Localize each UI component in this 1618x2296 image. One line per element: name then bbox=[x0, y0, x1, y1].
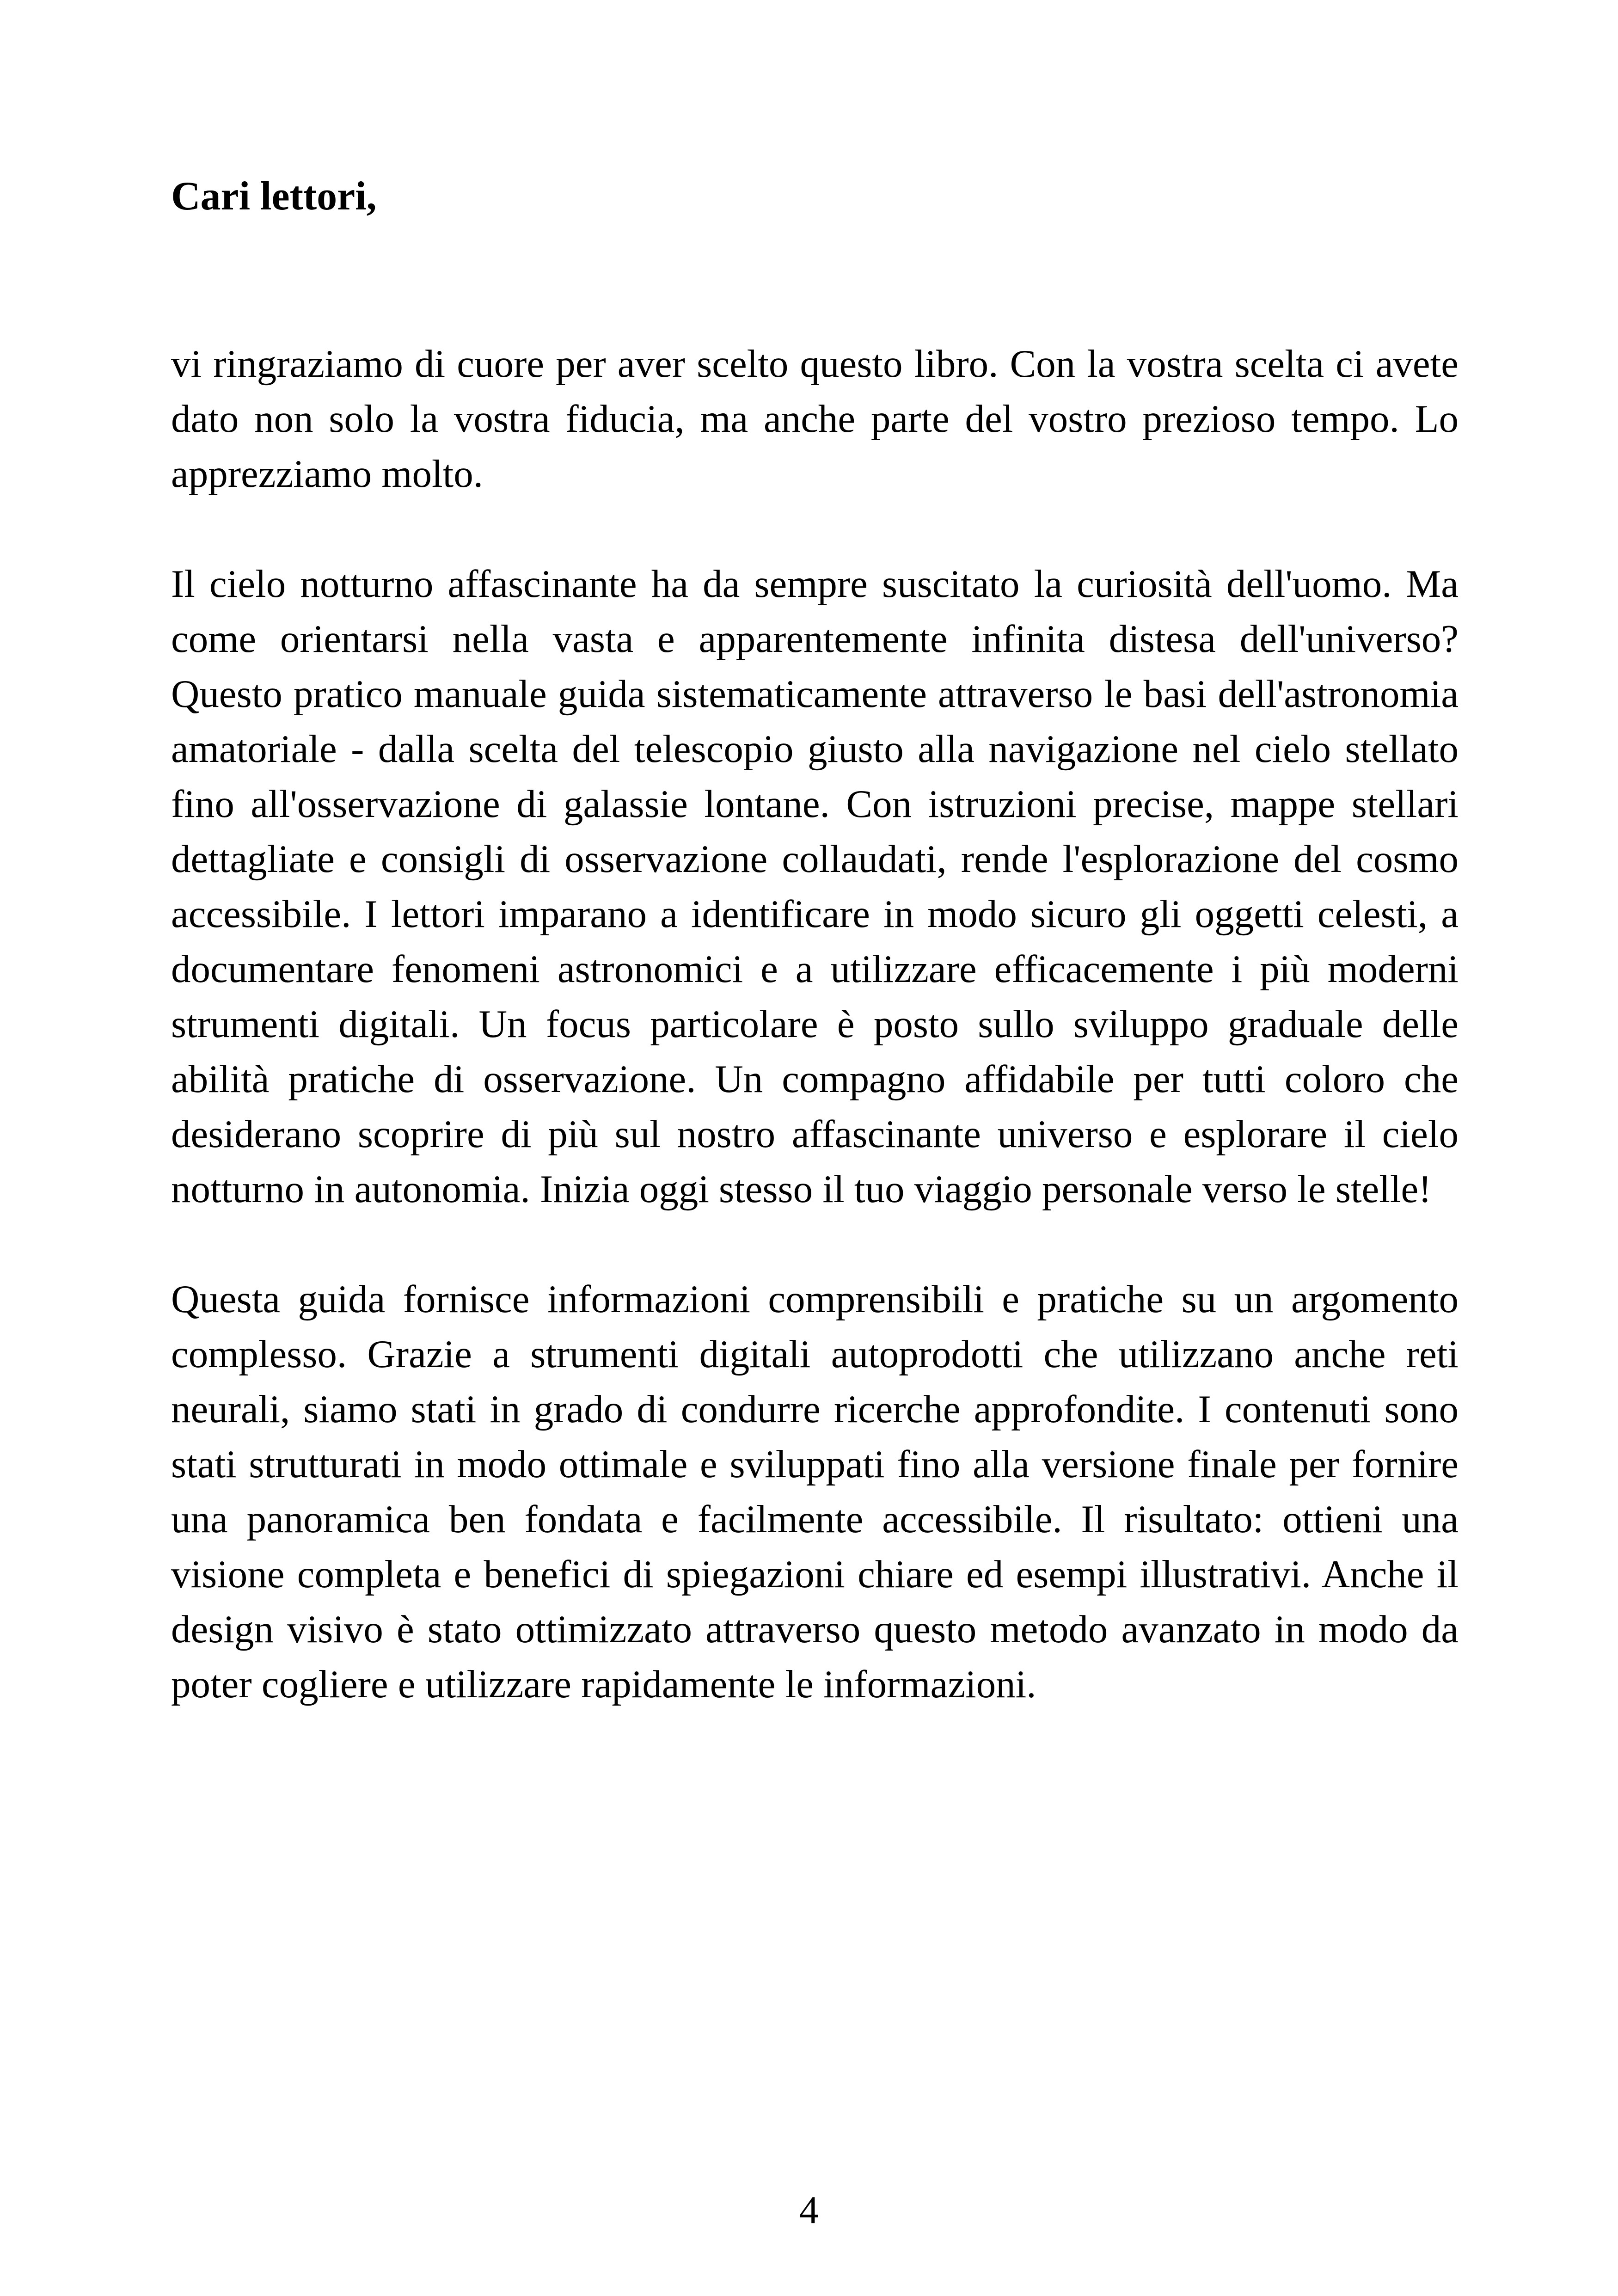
paragraph-methodology: Questa guida fornisce informazioni comprensibili e pratiche su un argomento complesso. Grazie a strumenti digitali autoprodotti che utilizzano anche reti neurali, siamo stati in grado di condurre ricerche approfondite. I contenuti sono stati strutturati in modo ottimale e sviluppati fino alla versione finale per fornire una panoramica ben fondata e facilmente accessibile. Il risultato: ottieni una visione completa e benefici di spiegazioni chiare ed esempi illustrativi. Anche il design visivo è stato ottimizzato attraverso questo metodo avanzato in modo da poter cogliere e utilizzare rapidamente le informazioni. bbox=[171, 1277, 1459, 1706]
letter-greeting: Cari lettori, bbox=[171, 174, 377, 219]
paragraph-book-description: Il cielo notturno affascinante ha da sempre suscitato la curiosità dell'uomo. Ma come orientarsi nella vasta e apparentemente infinita distesa dell'universo? Questo pratico manuale guida sistematicamente attraverso le basi dell'astronomia amatoriale - dalla scelta del telescopio giusto alla navigazione nel cielo stellato fino all'osservazione di galassie lontane. Con istruzioni precise, mappe stellari dettagliate e consigli di osservazione collaudati, rende l'esplorazione del cosmo accessibile. I lettori imparano a identificare in modo sicuro gli oggetti celesti, a documentare fenomeni astronomici e a utilizzare efficacemente i più moderni strumenti digitali. Un focus particolare è posto sullo sviluppo graduale delle abilità pratiche di osservazione. Un compagno affidabile per tutti coloro che desiderano scoprire di più sul nostro affascinante universo e esplorare il cielo notturno in autonomia. Inizia oggi stesso il tuo viaggio personale verso le stelle! bbox=[171, 562, 1459, 1211]
page-number: 4 bbox=[799, 2188, 819, 2232]
paragraph-thanks: vi ringraziamo di cuore per aver scelto questo libro. Con la vostra scelta ci avete dato non solo la vostra fiducia, ma anche parte del vostro prezioso tempo. Lo apprezziamo molto. bbox=[171, 342, 1459, 496]
letter-body bbox=[171, 337, 1459, 1767]
